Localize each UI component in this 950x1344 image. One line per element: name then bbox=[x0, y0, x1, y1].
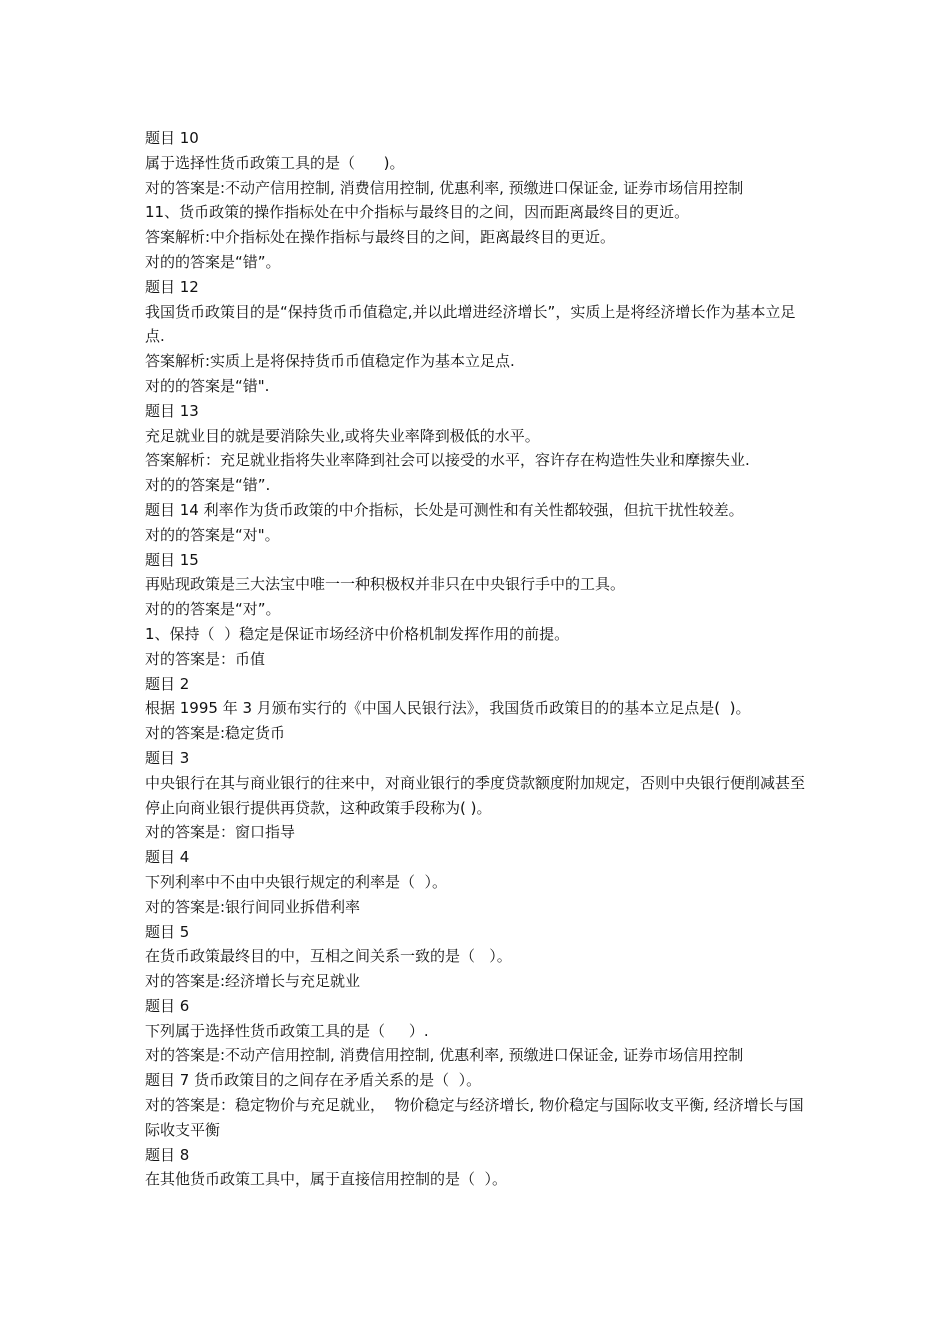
answer-text: 对的的答案是“错”。 bbox=[145, 252, 281, 271]
answer-text: 对的答案是：币值 bbox=[145, 649, 266, 668]
answer-text: 对的答案是:不动产信用控制, 消费信用控制, 优惠利率, 预缴进口保证金, 证券市场信用控制 bbox=[145, 178, 744, 197]
answer-text: 对的的答案是“错". bbox=[145, 376, 270, 395]
question-text: 在其他货币政策工具中，属于直接信用控制的是（ ）。 bbox=[145, 1170, 508, 1189]
question-text: 在货币政策最终目的中，互相之间关系一致的是（ ）。 bbox=[145, 947, 512, 966]
answer-text: 对的答案是:稳定货币 bbox=[145, 724, 286, 743]
answer-text: 对的答案是:不动产信用控制, 消费信用控制, 优惠利率, 预缴进口保证金, 证券市场信用控制 bbox=[145, 1046, 744, 1065]
answer-explanation: 答案解析:中介指标处在操作指标与最终目的之间，距离最终目的更近。 bbox=[145, 228, 616, 247]
question-heading: 题目 15 bbox=[145, 550, 199, 569]
answer-text: 对的答案是:经济增长与充足就业 bbox=[145, 972, 361, 991]
question-text: 再贴现政策是三大法宝中唯一一种积极权并非只在中央银行手中的工具。 bbox=[145, 575, 626, 594]
question-heading: 题目 5 bbox=[145, 922, 190, 941]
question-text: 我国货币政策目的是“保持货币币值稳定,并以此增进经济增长”，实质上是将经济增长作为基本立足点. bbox=[145, 302, 796, 346]
question-text: 属于选择性货币政策工具的是（ )。 bbox=[145, 153, 405, 172]
answer-text: 对的答案是：窗口指导 bbox=[145, 823, 296, 842]
question-text: 11、货币政策的操作指标处在中介指标与最终目的之间，因而距离最终目的更近。 bbox=[145, 203, 690, 222]
answer-text: 对的的答案是“对"。 bbox=[145, 525, 280, 544]
answer-text: 对的答案是：稳定物价与充足就业， 物价稳定与经济增长, 物价稳定与国际收支平衡, 经济增长与国际收支平衡 bbox=[145, 1096, 804, 1139]
question-heading: 题目 8 bbox=[145, 1145, 190, 1164]
question-text: 下列属于选择性货币政策工具的是（ ）. bbox=[145, 1021, 429, 1040]
answer-explanation: 答案解析:实质上是将保持货币币值稳定作为基本立足点. bbox=[145, 352, 515, 371]
question-text: 根据 1995 年 3 月颁布实行的《中国人民银行法》，我国货币政策目的的基本立足点是( )。 bbox=[145, 699, 751, 718]
answer-text: 对的的答案是“错”. bbox=[145, 476, 271, 495]
answer-text: 对的的答案是“对”。 bbox=[145, 600, 281, 619]
question-text: 中央银行在其与商业银行的往来中，对商业银行的季度贷款额度附加规定，否则中央银行便削减甚至停止向商业银行提供再贷款，这种政策手段称为( )。 bbox=[145, 773, 806, 817]
question-text: 题目 14 利率作为货币政策的中介指标，长处是可测性和有关性都较强，但抗干扰性较差。 bbox=[145, 500, 744, 519]
question-heading: 题目 10 bbox=[145, 129, 199, 147]
question-text: 充足就业目的就是要消除失业,或将失业率降到极低的水平。 bbox=[145, 426, 540, 445]
document-body bbox=[145, 126, 815, 1192]
question-heading: 题目 2 bbox=[145, 674, 190, 693]
question-heading: 题目 4 bbox=[145, 848, 190, 867]
question-heading: 题目 12 bbox=[145, 277, 199, 296]
question-text: 题目 7 货币政策目的之间存在矛盾关系的是（ ）。 bbox=[145, 1071, 482, 1090]
question-text: 下列利率中不由中央银行规定的利率是（ ）。 bbox=[145, 872, 448, 891]
question-heading: 题目 3 bbox=[145, 748, 190, 767]
answer-explanation: 答案解析：充足就业指将失业率降到社会可以接受的水平，容许存在构造性失业和摩擦失业. bbox=[145, 451, 750, 470]
question-text: 1、保持（ ）稳定是保证市场经济中价格机制发挥作用的前提。 bbox=[145, 624, 570, 643]
answer-text: 对的答案是:银行间同业拆借利率 bbox=[145, 897, 361, 916]
question-heading: 题目 6 bbox=[145, 996, 190, 1015]
question-heading: 题目 13 bbox=[145, 401, 199, 420]
